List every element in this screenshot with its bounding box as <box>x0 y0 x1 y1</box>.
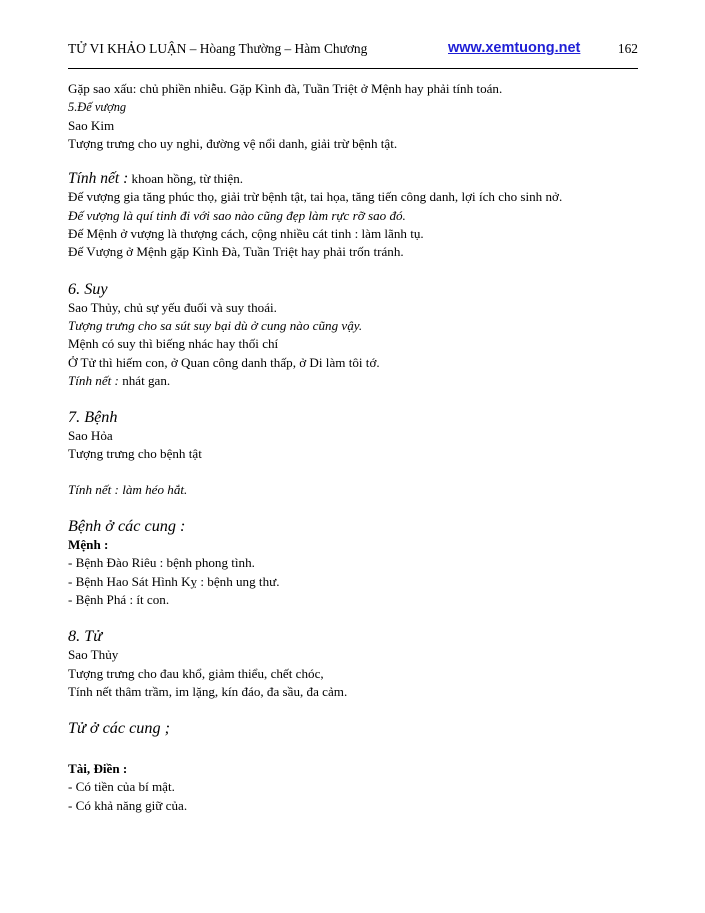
list-item: - Có khả năng giữ của. <box>68 797 188 813</box>
section-heading-benh: 7. Bệnh <box>68 408 118 427</box>
page-header <box>68 41 638 63</box>
header-url-link[interactable]: www.xemtuong.net <box>448 40 581 56</box>
text-line: Tượng trưng cho đau khổ, giảm thiểu, chết chóc, <box>68 665 324 681</box>
text-line-italic: Tính nết : làm héo hắt. <box>68 481 188 497</box>
section-heading-tu: 8. Tử <box>68 627 103 646</box>
temperament-text: nhát gan. <box>118 372 171 388</box>
list-item: - Bệnh Phá : ít con. <box>68 591 170 607</box>
bold-label-menh: Mệnh : <box>68 537 109 553</box>
text-line-italic: Tượng trưng cho sa sút suy bại dù ở cung nào cũng vậy. <box>68 317 363 333</box>
text-line: Đế Mệnh ở vượng là thượng cách, cộng nhiều cát tinh : làm lãnh tụ. <box>68 226 424 242</box>
text-line: Sao Kim <box>68 117 115 133</box>
temperament-text: khoan hồng, từ thiện. <box>128 171 244 187</box>
list-item: - Có tiền của bí mật. <box>68 779 175 795</box>
list-item: - Bệnh Đào Riêu : bệnh phong tình. <box>68 555 255 571</box>
list-item: - Bệnh Hao Sát Hình Kỵ : bệnh ung thư. <box>68 573 280 589</box>
text-line: Tính nết thâm trầm, im lặng, kín đáo, đa sầu, đa cảm. <box>68 683 348 699</box>
temperament-label: Tính nết : <box>68 372 119 388</box>
text-line: Ở Tử thì hiếm con, ở Quan công danh thấp, ở Di làm tôi tớ. <box>68 354 380 370</box>
section-heading-suy: 6. Suy <box>68 279 108 298</box>
page-body <box>68 80 638 815</box>
temperament-label: Tính nết : <box>68 170 129 188</box>
text-line-temperament <box>68 170 638 188</box>
header-divider <box>68 68 638 69</box>
subheading-de-vuong: 5.Đế vượng <box>68 100 127 115</box>
section-heading-tu-cung: Tử ở các cung ; <box>68 719 170 738</box>
section-heading-benh-cung: Bệnh ở các cung : <box>68 517 186 536</box>
bold-label-tai-dien: Tài, Điền : <box>68 761 128 777</box>
text-line-temperament <box>68 372 638 390</box>
text-line: Gặp sao xấu: chủ phiền nhiễu. Gặp Kình đà, Tuần Triệt ở Mệnh hay phải tính toán. <box>68 81 503 96</box>
text-line: Sao Thủy, chủ sự yếu đuối và suy thoái. <box>68 299 277 315</box>
text-line: Đế vượng gia tăng phúc thọ, giải trừ bệnh tật, tai họa, tăng tiến công danh, lợi ích cho sinh nở. <box>68 189 563 205</box>
text-line: Tượng trưng cho bệnh tật <box>68 446 202 462</box>
text-line: Đế Vượng ở Mệnh gặp Kình Đà, Tuần Triệt hay phải trốn tránh. <box>68 244 404 260</box>
text-line-italic: Đế vượng là quí tinh đi với sao nào cũng đẹp làm rực rỡ sao đó. <box>68 207 406 223</box>
text-line: Mệnh có suy thì biếng nhác hay thối chí <box>68 336 279 352</box>
text-line: Sao Thủy <box>68 647 119 663</box>
text-line: Sao Hỏa <box>68 428 113 444</box>
header-title: TỬ VI KHẢO LUẬN – Hòang Thường – Hàm Chương <box>68 41 368 56</box>
text-line: Tượng trưng cho uy nghi, đường vệ nổi danh, giải trừ bệnh tật. <box>68 135 398 151</box>
page-number: 162 <box>617 41 638 56</box>
